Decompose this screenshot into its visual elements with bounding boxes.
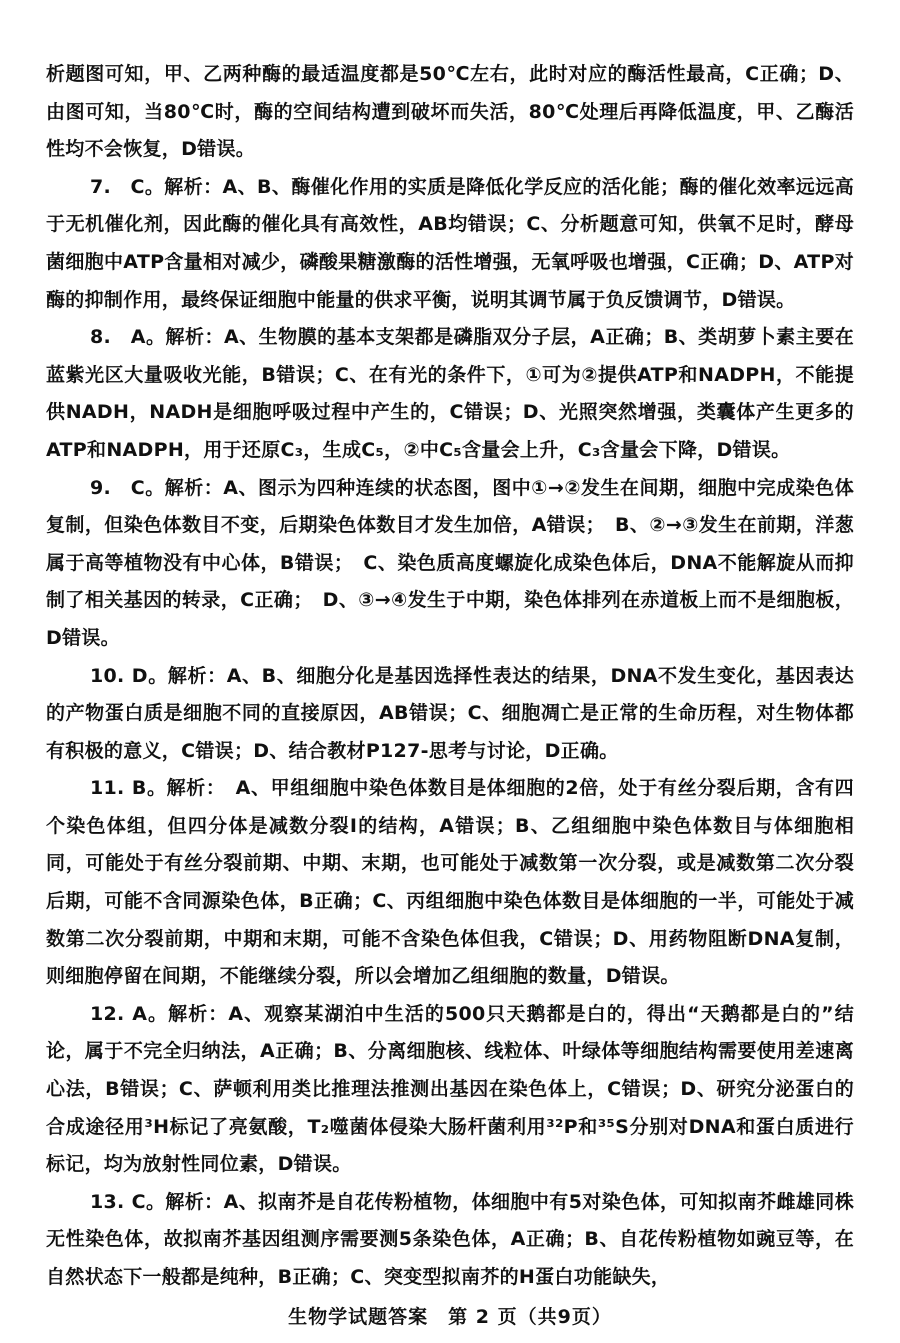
answer-10: 10. D。解析：A、B、细胞分化是基因选择性表达的结果，DNA不发生变化，基因表达的产物蛋白质是细胞不同的直接原因，AB错误；C、细胞凋亡是正常的生命历程，对生物体都有积极的意义，C错误；D、结合教材P127-思考与讨论，D正确。 xyxy=(46,664,854,762)
answer-13: 13. C。解析：A、拟南芥是自花传粉植物，体细胞中有5对染色体，可知拟南芥雌雄同株无性染色体，故拟南芥基因组测序需要测5条染色体，A正确；B、自花传粉植物如豌豆等，在自然状态下一般都是纯种，B正确；C、突变型拟南芥的H蛋白功能缺失， xyxy=(46,1190,854,1288)
answer-9: 9. C。解析：A、图示为四种连续的状态图，图中①→②发生在间期，细胞中完成染色体复制，但染色体数目不变，后期染色体数目才发生加倍，A错误； B、②→③发生在前期，洋葱属于高等植物没有中心体，B错误； C、染色质高度螺旋化成染色体后，DNA不能解旋从而抑制了相关基因的转录，C正确； D、③→④发生于中期，染色体排列在赤道板上而不是细胞板，D错误。 xyxy=(46,476,854,649)
answer-6-continued: 析题图可知，甲、乙两种酶的最适温度都是50℃左右，此时对应的酶活性最高，C正确；D、由图可知，当80℃时，酶的空间结构遭到破坏而失活，80℃处理后再降低温度，甲、乙酶活性均不会恢复，D错误。 xyxy=(46,63,854,161)
page-footer: 生物学试题答案 第 2 页（共9页） xyxy=(288,1306,612,1328)
answer-11: 11. B。解析： A、甲组细胞中染色体数目是体细胞的2倍，处于有丝分裂后期，含有四个染色体组，但四分体是减数分裂Ⅰ的结构，A错误；B、乙组细胞中染色体数目与体细胞相同，可能处于有丝分裂前期、中期、末期，也可能处于减数第一次分裂，或是减数第二次分裂后期，可能不含同源染色体，B正确；C、丙组细胞中染色体数目是体细胞的一半，可能处于减数第二次分裂前期，中期和末期，可能不含染色体但我，C错误；D、用药物阻断DNA复制，则细胞停留在间期，不能继续分裂，所以会增加乙组细胞的数量，D错误。 xyxy=(46,777,854,988)
answer-page-body xyxy=(46,56,854,1297)
answer-8: 8. A。解析：A、生物膜的基本支架都是磷脂双分子层，A正确；B、类胡萝卜素主要在蓝紫光区大量吸收光能，B错误；C、在有光的条件下，①可为②提供ATP和NADPH，不能提供NADH，NADH是细胞呼吸过程中产生的，C错误；D、光照突然增强，类囊体产生更多的ATP和NADPH，用于还原C₃，生成C₅，②中C₅含量会上升，C₃含量会下降，D错误。 xyxy=(46,326,854,461)
answer-12: 12. A。解析：A、观察某湖泊中生活的500只天鹅都是白的，得出“天鹅都是白的”结论，属于不完全归纳法，A正确；B、分离细胞核、线粒体、叶绿体等细胞结构需要使用差速离心法，B错误；C、萨顿利用类比推理法推测出基因在染色体上，C错误；D、研究分泌蛋白的合成途径用³H标记了亮氨酸，T₂噬菌体侵染大肠杆菌利用³²P和³⁵S分别对DNA和蛋白质进行标记，均为放射性同位素，D错误。 xyxy=(46,1002,854,1176)
answer-7: 7. C。解析：A、B、酶催化作用的实质是降低化学反应的活化能；酶的催化效率远远高于无机催化剂，因此酶的催化具有高效性，AB均错误；C、分析题意可知，供氧不足时，酵母菌细胞中ATP含量相对减少，磷酸果糖激酶的活性增强，无氧呼吸也增强，C正确；D、ATP对酶的抑制作用，最终保证细胞中能量的供求平衡，说明其调节属于负反馈调节，D错误。 xyxy=(46,175,854,311)
